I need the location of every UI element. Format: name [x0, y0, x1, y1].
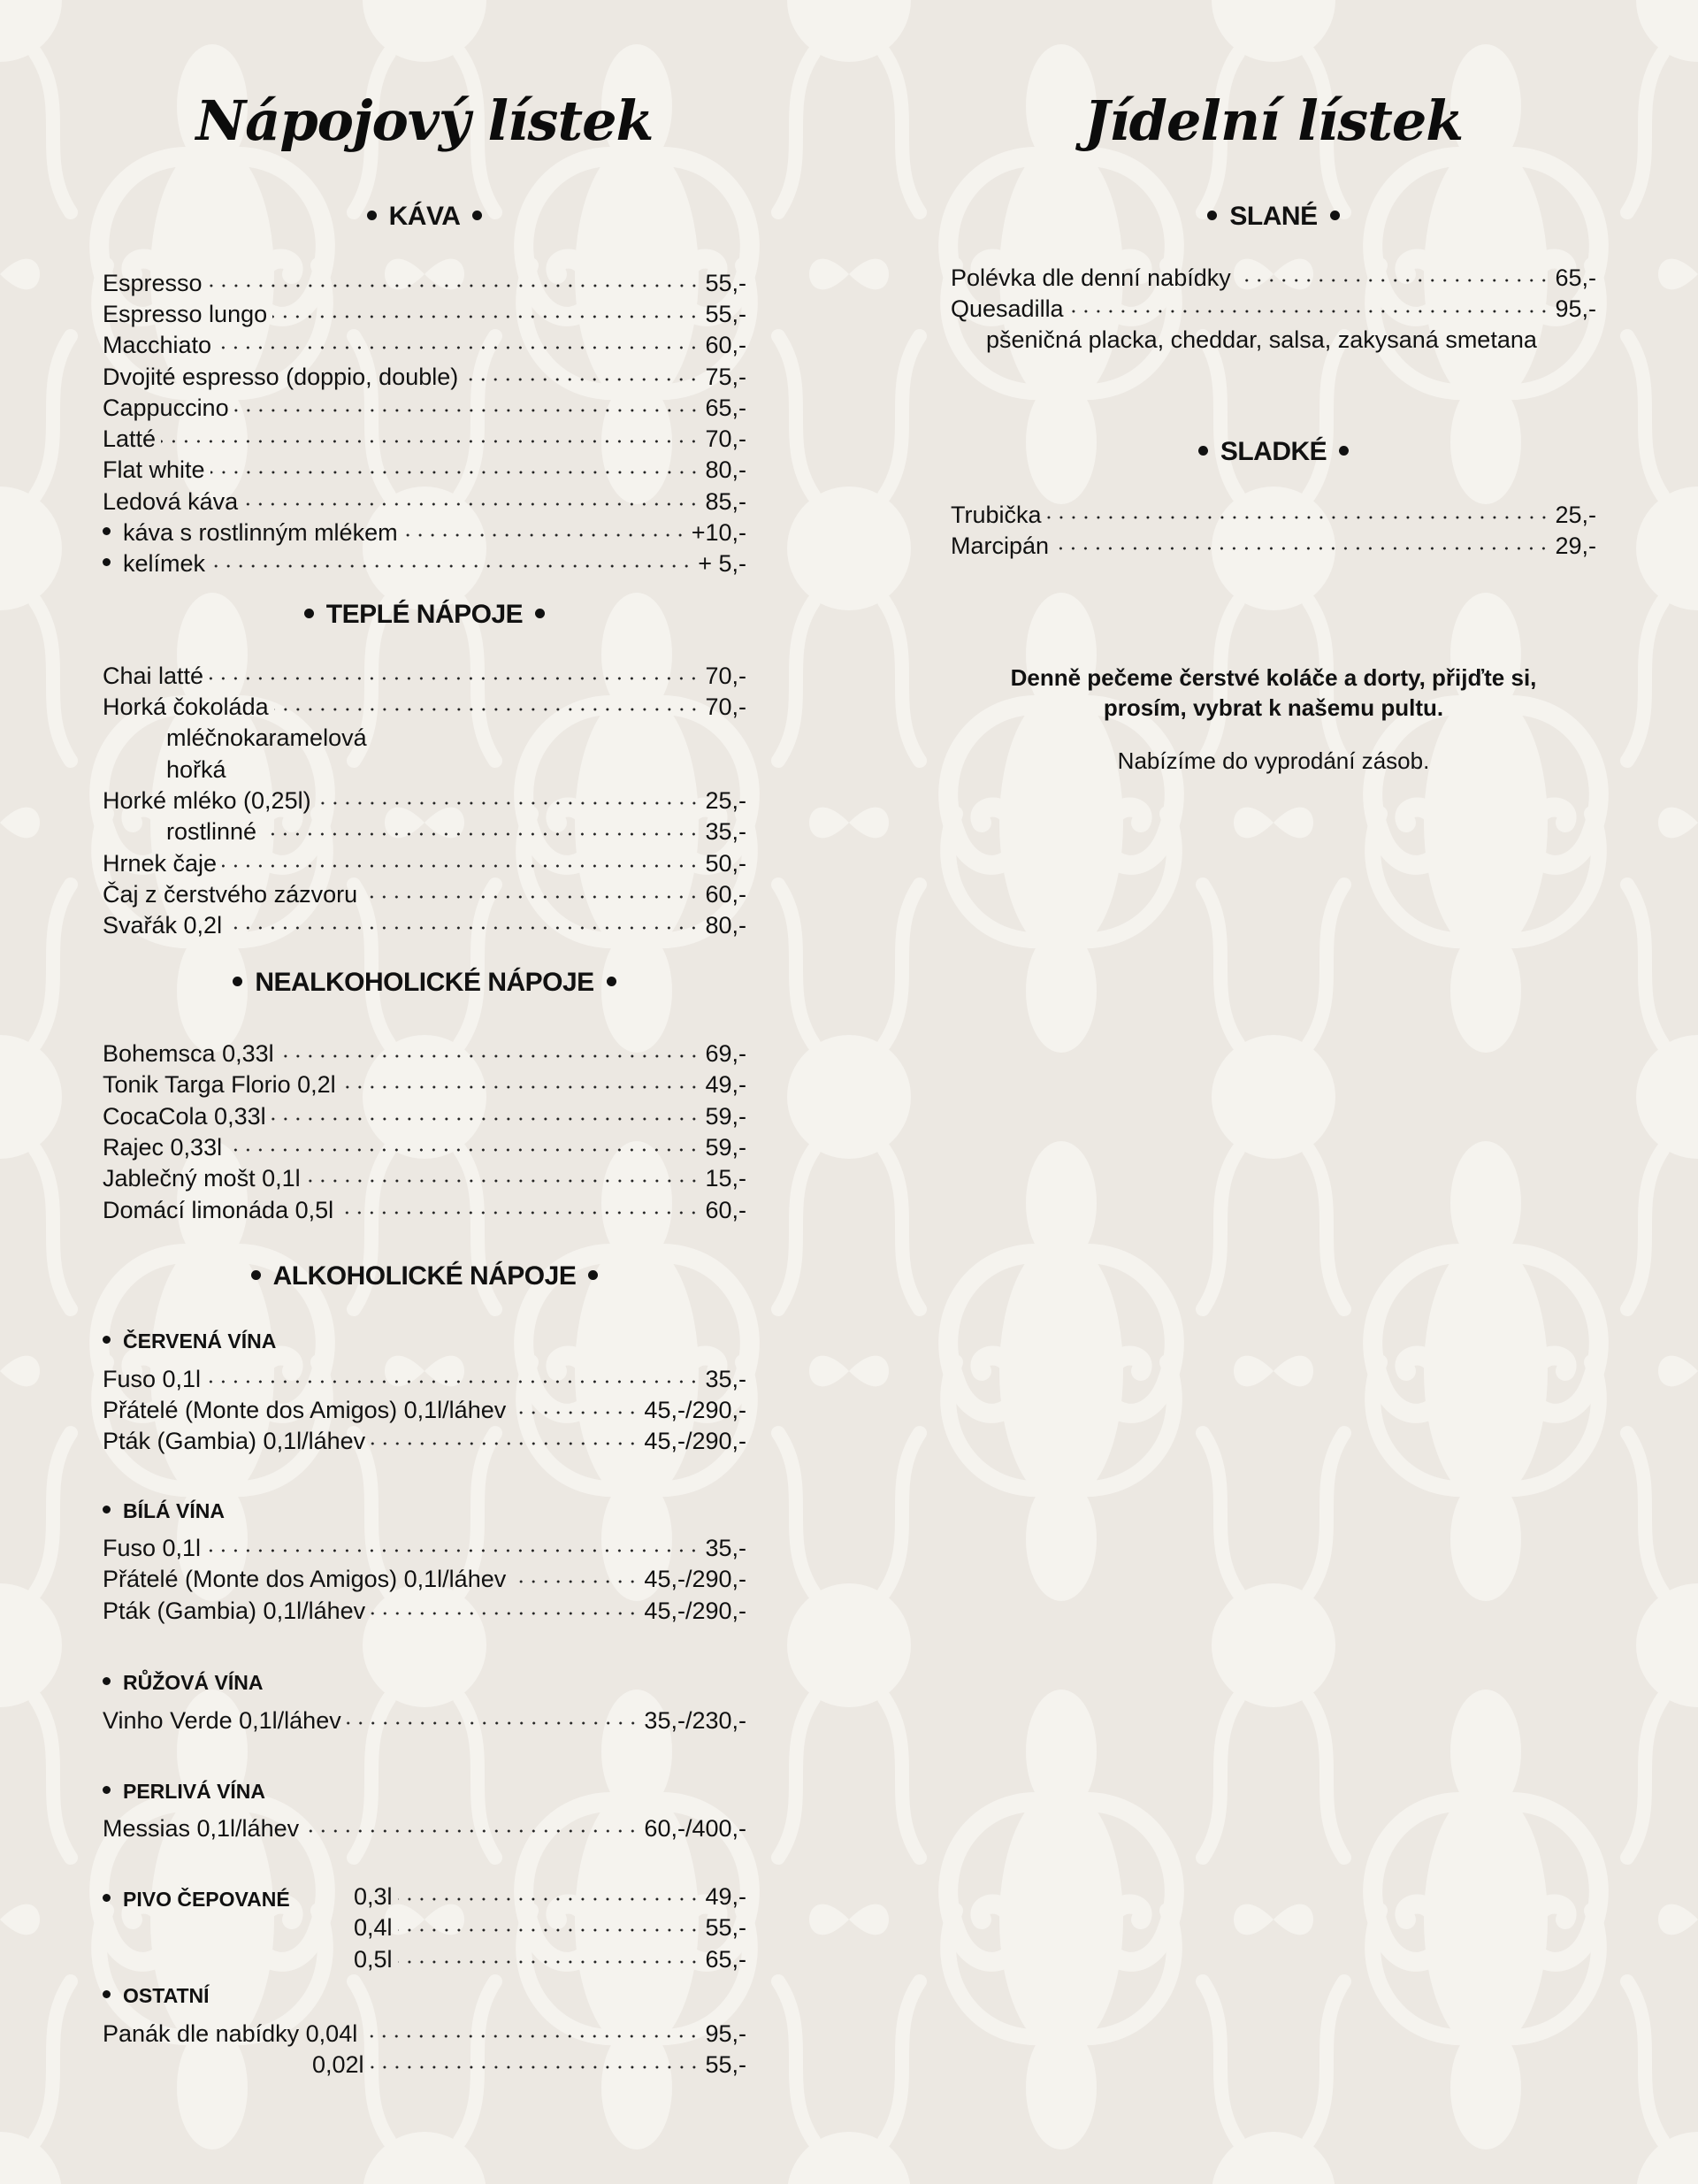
menu-item: [103, 1162, 746, 1194]
item-name: Polévka dle denní nabídky: [951, 264, 1231, 291]
item-price: 55,-: [705, 301, 746, 327]
item-price: 45,-/290,-: [644, 1598, 746, 1624]
item-name-text: kelímek: [123, 550, 206, 577]
item-price: 60,-: [705, 881, 746, 908]
section-heading-text: ALKOHOLICKÉ NÁPOJE: [272, 1261, 577, 1291]
item-price: 65,-: [705, 395, 746, 421]
item-price: 25,-: [1555, 502, 1596, 528]
menu-item: [103, 361, 746, 393]
item-name: Tonik Targa Florio 0,2l: [103, 1071, 336, 1098]
item-name: Espresso: [103, 270, 203, 296]
item-name: Chai latté: [103, 663, 204, 689]
item-name-text: káva s rostlinným mlékem: [123, 519, 398, 546]
bullet-icon: [304, 609, 314, 618]
bullet-icon: [103, 1894, 111, 1902]
bullet-icon: [103, 527, 111, 535]
section-heading-alko: [103, 1261, 746, 1291]
item-name: Trubička: [951, 502, 1042, 528]
item-name: Macchiato: [103, 332, 212, 358]
item-name: Hrnek čaje: [103, 850, 218, 877]
section-heading-text: TEPLÉ NÁPOJE: [325, 600, 524, 629]
bullet-icon: [472, 211, 482, 220]
dot-leader: [227, 925, 700, 931]
food-title: Jídelní lístek: [1083, 88, 1464, 153]
item-price: 50,-: [705, 850, 746, 877]
dot-leader: [363, 2034, 700, 2039]
section-heading-slane: [951, 202, 1596, 232]
menu-item: [951, 530, 1596, 562]
item-price: 55,-: [705, 2051, 746, 2078]
subsection-heading-text: PERLIVÁ VÍNA: [123, 1780, 266, 1803]
subsection-heading-ostatni: [103, 1980, 210, 2012]
subsection-heading-text: ČERVENÁ VÍNA: [123, 1330, 277, 1353]
menu-item: [354, 1943, 746, 1975]
menu-item: [354, 1881, 746, 1912]
menu-item: [103, 785, 746, 816]
item-name: CocaCola 0,33l: [103, 1103, 266, 1130]
menu-item: [103, 816, 746, 847]
menu-item: [103, 1069, 746, 1100]
item-name: Espresso lungo: [103, 301, 268, 327]
dot-leader: [398, 1959, 700, 1965]
dot-leader: [210, 470, 700, 475]
menu-item: [103, 423, 746, 455]
bullet-icon: [251, 1270, 261, 1280]
bullet-icon: [607, 977, 616, 986]
item-price: 55,-: [705, 1914, 746, 1941]
menu-item: [103, 454, 746, 486]
subsection-heading-text: PIVO ČEPOVANÉ: [123, 1888, 290, 1911]
item-name: Přátelé (Monte dos Amigos) 0,1l/láhev: [103, 1397, 507, 1423]
bullet-icon: [1330, 211, 1340, 220]
menu-item: [103, 329, 746, 361]
bullet-icon: [103, 1336, 111, 1344]
dot-leader: [161, 439, 700, 444]
dot-leader: [1054, 546, 1549, 551]
menu-item: [103, 298, 746, 330]
item-name: Jablečný mošt 0,1l: [103, 1165, 301, 1192]
menu-item: [103, 847, 746, 879]
bullet-icon: [1339, 446, 1349, 456]
dot-leader: [272, 1116, 700, 1122]
bullet-icon: [103, 1506, 111, 1513]
item-price: 60,-: [705, 332, 746, 358]
item-price: +10,-: [691, 519, 746, 546]
menu-item: [951, 499, 1596, 531]
dot-leader: [206, 1379, 700, 1384]
dot-leader: [1047, 515, 1550, 520]
item-name: [103, 548, 205, 579]
item-name: Svařák 0,2l: [103, 912, 223, 939]
dot-leader: [206, 1548, 700, 1553]
item-price: 70,-: [705, 425, 746, 452]
dot-leader: [371, 1441, 639, 1446]
menu-item: [103, 1363, 746, 1395]
item-name: Dvojité espresso (doppio, double): [103, 364, 459, 390]
item-name: Čaj z čerstvého zázvoru: [103, 881, 358, 908]
menu-item: [103, 392, 746, 424]
subsection-heading-bila: [103, 1495, 225, 1527]
dot-leader: [370, 2065, 700, 2070]
dot-leader: [1069, 309, 1550, 314]
section-heading-text: NEALKOHOLICKÉ NÁPOJE: [255, 968, 594, 997]
item-name: Fuso 0,1l: [103, 1535, 202, 1561]
dot-leader: [339, 1210, 700, 1215]
dot-leader: [208, 283, 700, 288]
menu-item: [103, 909, 746, 941]
item-name: 0,02l: [312, 2051, 364, 2078]
item-name: Panák dle nabídky 0,04l: [103, 2020, 358, 2047]
menu-item: [103, 1194, 746, 1226]
dot-leader: [371, 1611, 639, 1616]
item-price: 35,-: [705, 818, 746, 845]
subsection-heading-text: BÍLÁ VÍNA: [123, 1499, 225, 1522]
menu-item: [103, 1425, 746, 1457]
bullet-icon: [233, 977, 242, 986]
item-description: pšeničná placka, cheddar, salsa, zakysaná smetana: [986, 326, 1537, 353]
item-name: Přátelé (Monte dos Amigos) 0,1l/láhev: [103, 1566, 507, 1592]
item-price: 45,-/290,-: [644, 1428, 746, 1454]
menu-item: [103, 1038, 746, 1069]
item-name: rostlinné: [166, 818, 257, 845]
dot-leader: [1236, 278, 1550, 283]
dot-leader: [317, 801, 700, 806]
item-price: 15,-: [705, 1165, 746, 1192]
item-price: 80,-: [705, 456, 746, 483]
section-heading-text: SLADKÉ: [1220, 437, 1327, 466]
item-name: Marcipán: [951, 533, 1050, 559]
item-price: 80,-: [705, 912, 746, 939]
menu-item: [103, 1563, 746, 1595]
bullet-icon: [535, 609, 545, 618]
menu-item: [354, 1912, 746, 1943]
dot-leader: [511, 1579, 639, 1584]
item-price: 35,-/230,-: [644, 1707, 746, 1734]
item-price: 59,-: [705, 1103, 746, 1130]
menu-item: [103, 486, 746, 517]
dot-leader: [243, 502, 700, 507]
dot-leader: [217, 345, 700, 350]
bullet-icon: [103, 1677, 111, 1685]
menu-item: [951, 293, 1596, 325]
item-price: 49,-: [705, 1883, 746, 1910]
menu-item: [103, 1100, 746, 1132]
item-name: Horké mléko (0,25l): [103, 787, 311, 814]
item-price: 95,-: [1555, 295, 1596, 322]
menu-item: [103, 1705, 746, 1736]
menu-item: [312, 2049, 746, 2081]
item-name: [103, 517, 398, 548]
dot-leader: [234, 408, 700, 413]
item-price: 65,-: [705, 1946, 746, 1973]
item-name: 0,3l: [354, 1883, 393, 1910]
section-heading-teple: [103, 600, 746, 630]
bullet-icon: [1198, 446, 1208, 456]
bullet-icon: [103, 1990, 111, 1998]
item-name: Cappuccino: [103, 395, 229, 421]
item-price: 70,-: [705, 663, 746, 689]
item-price: 60,-/400,-: [644, 1815, 746, 1842]
menu-item: [103, 1595, 746, 1627]
menu-item: [103, 1394, 746, 1426]
bullet-icon: [588, 1270, 598, 1280]
item-price: 55,-: [705, 270, 746, 296]
dot-leader: [341, 1084, 700, 1090]
subsection-heading-text: RŮŽOVÁ VÍNA: [123, 1671, 264, 1694]
item-price: 59,-: [705, 1134, 746, 1161]
pastry-note-line1: Denně pečeme čerstvé koláče a dorty, přijďte si,: [1010, 664, 1537, 691]
item-price: 69,-: [705, 1040, 746, 1067]
subsection-heading-text: OSTATNÍ: [123, 1984, 210, 2007]
dot-leader: [347, 1720, 639, 1726]
item-price: 75,-: [705, 364, 746, 390]
pastry-note-line2: prosím, vybrat k našemu pultu.: [1103, 694, 1444, 721]
section-heading-text: SLANÉ: [1229, 202, 1318, 231]
subsection-heading-cervena: [103, 1325, 276, 1357]
menu-item: [103, 1532, 746, 1564]
item-name: 0,5l: [354, 1946, 393, 1973]
dot-leader: [398, 1927, 700, 1933]
item-price: 65,-: [1555, 264, 1596, 291]
item-price: 60,-: [705, 1197, 746, 1223]
dot-leader: [222, 863, 700, 869]
subsection-heading-pivo: [103, 1883, 290, 1915]
dot-leader: [274, 707, 700, 712]
bullet-icon: [367, 211, 377, 220]
dot-leader: [304, 1828, 639, 1834]
item-name: Ledová káva: [103, 488, 239, 515]
dot-leader: [363, 894, 700, 900]
section-heading-kava: [103, 202, 746, 232]
availability-note: Nabízíme do vyprodání zásob.: [1117, 747, 1430, 774]
item-price: 29,-: [1555, 533, 1596, 559]
bullet-icon: [1207, 211, 1217, 220]
menu-item: [103, 878, 746, 910]
drinks-title: Nápojový lístek: [195, 88, 654, 153]
item-name: Pták (Gambia) 0,1l/láhev: [103, 1428, 366, 1454]
item-price: 85,-: [705, 488, 746, 515]
subsection-heading-perliva: [103, 1775, 265, 1807]
subsection-heading-ruzova: [103, 1667, 263, 1698]
menu-item: [103, 1812, 746, 1844]
item-name: Domácí limonáda 0,5l: [103, 1197, 334, 1223]
dot-leader: [209, 676, 700, 681]
menu-item: [103, 660, 746, 692]
dot-leader: [398, 1897, 700, 1902]
section-heading-nealko: [103, 968, 746, 998]
item-price: 25,-: [705, 787, 746, 814]
dot-leader: [227, 1147, 700, 1153]
dot-leader: [463, 377, 700, 382]
section-heading-text: KÁVA: [388, 202, 461, 231]
item-name: Latté: [103, 425, 157, 452]
item-price: 35,-: [705, 1535, 746, 1561]
menu-item-extra: [103, 517, 746, 548]
item-price: 35,-: [705, 1366, 746, 1392]
item-option: mléčnokaramelová: [166, 724, 367, 751]
menu-item: [103, 267, 746, 299]
bullet-icon: [103, 1786, 111, 1794]
menu-item: [951, 262, 1596, 294]
dot-leader: [262, 831, 700, 837]
menu-item-extra: [103, 548, 746, 579]
item-name: 0,4l: [354, 1914, 393, 1941]
item-name: Fuso 0,1l: [103, 1366, 202, 1392]
dot-leader: [272, 314, 700, 319]
dot-leader: [511, 1410, 639, 1415]
item-option: hořká: [166, 756, 226, 783]
dot-leader: [403, 533, 686, 538]
item-name: Quesadilla: [951, 295, 1064, 322]
item-name: Vinho Verde 0,1l/láhev: [103, 1707, 341, 1734]
menu-item: [103, 2018, 746, 2050]
menu-item: [103, 691, 746, 723]
item-price: 70,-: [705, 694, 746, 720]
item-name: Flat white: [103, 456, 205, 483]
dot-leader: [306, 1178, 700, 1184]
item-name: Messias 0,1l/láhev: [103, 1815, 300, 1842]
item-price: 45,-/290,-: [644, 1566, 746, 1592]
item-name: Bohemsca 0,33l: [103, 1040, 274, 1067]
item-name: Horká čokoláda: [103, 694, 269, 720]
item-price: 95,-: [705, 2020, 746, 2047]
item-name: Pták (Gambia) 0,1l/láhev: [103, 1598, 366, 1624]
section-heading-sladke: [951, 437, 1596, 467]
item-name: Rajec 0,33l: [103, 1134, 223, 1161]
dot-leader: [279, 1054, 700, 1059]
item-price: 45,-/290,-: [644, 1397, 746, 1423]
menu-item: [103, 1131, 746, 1163]
item-price: + 5,-: [698, 550, 746, 577]
bullet-icon: [103, 558, 111, 566]
item-price: 49,-: [705, 1071, 746, 1098]
dot-leader: [210, 563, 692, 569]
